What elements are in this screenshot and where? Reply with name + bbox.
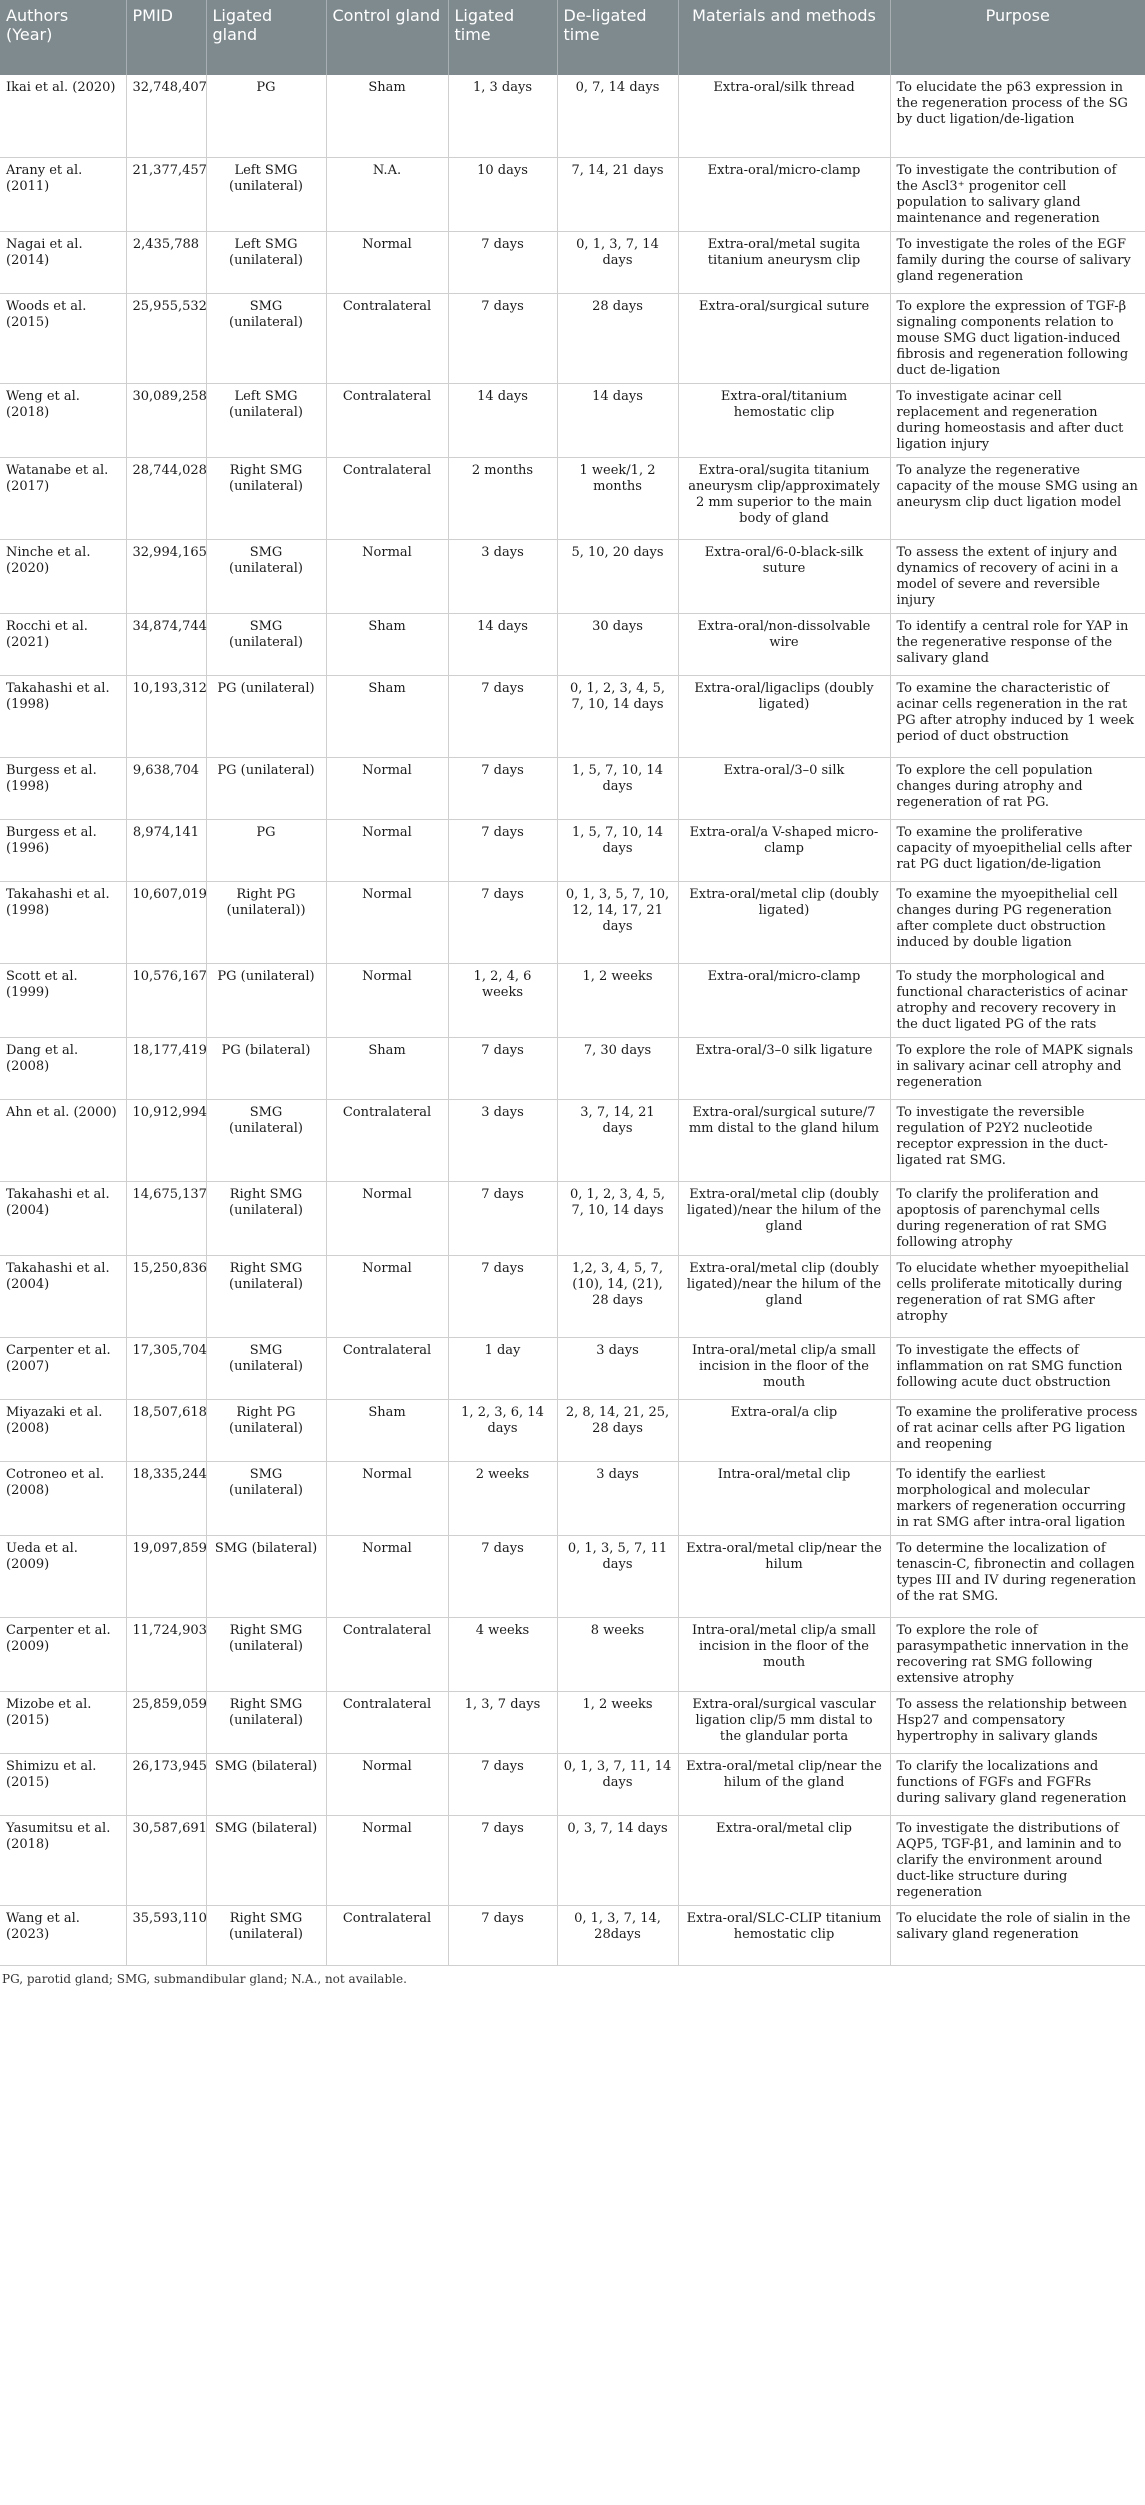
cell-materials-methods: Extra-oral/non-dissolvable wire	[678, 613, 890, 675]
cell-pmid: 25,859,059	[126, 1691, 206, 1753]
cell-materials-methods: Extra-oral/a clip	[678, 1399, 890, 1461]
cell-purpose: To analyze the regenerative capacity of the mouse SMG using an aneurysm clip duct ligation model	[890, 457, 1145, 539]
cell-control-gland: Normal	[326, 231, 448, 293]
cell-control-gland: Sham	[326, 613, 448, 675]
cell-control-gland: Normal	[326, 539, 448, 613]
cell-ligated-gland: Left SMG (unilateral)	[206, 157, 326, 231]
table-row	[0, 457, 1145, 539]
cell-control-gland: Normal	[326, 1753, 448, 1815]
table-row	[0, 157, 1145, 231]
cell-materials-methods: Extra-oral/metal sugita titanium aneurysm clip	[678, 231, 890, 293]
cell-deligated-time: 0, 1, 3, 7, 14 days	[557, 231, 678, 293]
cell-control-gland: N.A.	[326, 157, 448, 231]
cell-control-gland: Contralateral	[326, 457, 448, 539]
cell-pmid: 17,305,704	[126, 1337, 206, 1399]
cell-purpose: To study the morphological and functional characteristics of acinar atrophy and recovery recovery in the duct ligated PG of the rats	[890, 963, 1145, 1037]
cell-ligated-time: 7 days	[448, 1815, 557, 1905]
cell-ligated-gland: Right PG (unilateral)	[206, 1399, 326, 1461]
cell-control-gland: Contralateral	[326, 1617, 448, 1691]
cell-deligated-time: 1, 5, 7, 10, 14 days	[557, 819, 678, 881]
cell-deligated-time: 2, 8, 14, 21, 25, 28 days	[557, 1399, 678, 1461]
cell-pmid: 35,593,110	[126, 1905, 206, 1965]
cell-materials-methods: Extra-oral/a V-shaped micro-clamp	[678, 819, 890, 881]
cell-materials-methods: Extra-oral/metal clip/near the hilum of the gland	[678, 1753, 890, 1815]
cell-authors: Scott et al. (1999)	[0, 963, 126, 1037]
cell-control-gland: Normal	[326, 1181, 448, 1255]
cell-materials-methods: Extra-oral/surgical suture	[678, 293, 890, 383]
cell-authors: Watanabe et al. (2017)	[0, 457, 126, 539]
cell-ligated-gland: SMG (unilateral)	[206, 1099, 326, 1181]
cell-deligated-time: 0, 1, 2, 3, 4, 5, 7, 10, 14 days	[557, 675, 678, 757]
cell-ligated-time: 7 days	[448, 881, 557, 963]
cell-pmid: 14,675,137	[126, 1181, 206, 1255]
cell-deligated-time: 3 days	[557, 1461, 678, 1535]
cell-ligated-gland: SMG (bilateral)	[206, 1815, 326, 1905]
cell-authors: Ikai et al. (2020)	[0, 75, 126, 157]
cell-ligated-gland: PG	[206, 75, 326, 157]
table-row	[0, 293, 1145, 383]
cell-deligated-time: 8 weeks	[557, 1617, 678, 1691]
cell-deligated-time: 3 days	[557, 1337, 678, 1399]
cell-deligated-time: 0, 7, 14 days	[557, 75, 678, 157]
header-deligated-time: De-ligated time	[557, 0, 678, 75]
cell-purpose: To assess the relationship between Hsp27 and compensatory hypertrophy in salivary glands	[890, 1691, 1145, 1753]
cell-deligated-time: 28 days	[557, 293, 678, 383]
cell-pmid: 32,994,165	[126, 539, 206, 613]
cell-ligated-time: 1, 2, 3, 6, 14 days	[448, 1399, 557, 1461]
cell-purpose: To examine the characteristic of acinar cells regeneration in the rat PG after atrophy induced by 1 week period of duct obstruction	[890, 675, 1145, 757]
cell-ligated-time: 1, 3, 7 days	[448, 1691, 557, 1753]
cell-ligated-time: 7 days	[448, 293, 557, 383]
cell-ligated-time: 1, 2, 4, 6 weeks	[448, 963, 557, 1037]
cell-ligated-gland: SMG (unilateral)	[206, 1461, 326, 1535]
cell-authors: Nagai et al. (2014)	[0, 231, 126, 293]
cell-materials-methods: Extra-oral/silk thread	[678, 75, 890, 157]
table-row	[0, 1691, 1145, 1753]
cell-deligated-time: 0, 1, 3, 7, 11, 14 days	[557, 1753, 678, 1815]
cell-authors: Takahashi et al. (2004)	[0, 1181, 126, 1255]
cell-purpose: To explore the expression of TGF-β signaling components relation to mouse SMG duct ligation-induced fibrosis and regeneration following duct de-ligation	[890, 293, 1145, 383]
table-row	[0, 539, 1145, 613]
cell-control-gland: Normal	[326, 881, 448, 963]
table-row	[0, 881, 1145, 963]
cell-pmid: 2,435,788	[126, 231, 206, 293]
cell-pmid: 18,507,618	[126, 1399, 206, 1461]
cell-ligated-time: 2 months	[448, 457, 557, 539]
cell-purpose: To identify a central role for YAP in the regenerative response of the salivary gland	[890, 613, 1145, 675]
cell-control-gland: Contralateral	[326, 1099, 448, 1181]
table-row	[0, 1535, 1145, 1617]
cell-purpose: To investigate the effects of inflammation on rat SMG function following acute duct obstruction	[890, 1337, 1145, 1399]
cell-materials-methods: Extra-oral/3–0 silk	[678, 757, 890, 819]
cell-pmid: 15,250,836	[126, 1255, 206, 1337]
cell-materials-methods: Intra-oral/metal clip	[678, 1461, 890, 1535]
cell-materials-methods: Extra-oral/ligaclips (doubly ligated)	[678, 675, 890, 757]
cell-control-gland: Contralateral	[326, 1905, 448, 1965]
cell-purpose: To investigate the roles of the EGF family during the course of salivary gland regeneration	[890, 231, 1145, 293]
cell-pmid: 8,974,141	[126, 819, 206, 881]
header-control-gland: Control gland	[326, 0, 448, 75]
table-row	[0, 1753, 1145, 1815]
table-row	[0, 1037, 1145, 1099]
header-ligated-gland: Ligated gland	[206, 0, 326, 75]
cell-ligated-gland: Left SMG (unilateral)	[206, 231, 326, 293]
cell-deligated-time: 0, 3, 7, 14 days	[557, 1815, 678, 1905]
cell-control-gland: Normal	[326, 1535, 448, 1617]
cell-authors: Wang et al. (2023)	[0, 1905, 126, 1965]
cell-authors: Woods et al. (2015)	[0, 293, 126, 383]
cell-authors: Miyazaki et al. (2008)	[0, 1399, 126, 1461]
cell-pmid: 34,874,744	[126, 613, 206, 675]
cell-pmid: 19,097,859	[126, 1535, 206, 1617]
cell-authors: Weng et al. (2018)	[0, 383, 126, 457]
cell-pmid: 28,744,028	[126, 457, 206, 539]
cell-ligated-time: 7 days	[448, 757, 557, 819]
cell-authors: Ueda et al. (2009)	[0, 1535, 126, 1617]
cell-purpose: To explore the cell population changes during atrophy and regeneration of rat PG.	[890, 757, 1145, 819]
cell-purpose: To identify the earliest morphological and molecular markers of regeneration occurring in rat SMG after intra-oral ligation	[890, 1461, 1145, 1535]
cell-pmid: 11,724,903	[126, 1617, 206, 1691]
cell-ligated-time: 7 days	[448, 231, 557, 293]
cell-ligated-time: 2 weeks	[448, 1461, 557, 1535]
cell-purpose: To elucidate whether myoepithelial cells proliferate mitotically during regeneration of rat SMG after atrophy	[890, 1255, 1145, 1337]
table-row	[0, 1905, 1145, 1965]
cell-authors: Yasumitsu et al. (2018)	[0, 1815, 126, 1905]
cell-authors: Rocchi et al. (2021)	[0, 613, 126, 675]
cell-ligated-gland: PG (unilateral)	[206, 675, 326, 757]
table-row	[0, 1181, 1145, 1255]
cell-deligated-time: 7, 30 days	[557, 1037, 678, 1099]
header-materials-methods: Materials and methods	[678, 0, 890, 75]
cell-deligated-time: 14 days	[557, 383, 678, 457]
table-row	[0, 1255, 1145, 1337]
cell-authors: Burgess et al. (1998)	[0, 757, 126, 819]
table-row	[0, 675, 1145, 757]
cell-authors: Carpenter et al. (2007)	[0, 1337, 126, 1399]
cell-pmid: 32,748,407	[126, 75, 206, 157]
cell-ligated-time: 7 days	[448, 1181, 557, 1255]
table-row	[0, 1617, 1145, 1691]
cell-control-gland: Contralateral	[326, 293, 448, 383]
cell-purpose: To elucidate the p63 expression in the regeneration process of the SG by duct ligation/de-ligation	[890, 75, 1145, 157]
header-ligated-time: Ligated time	[448, 0, 557, 75]
table-footnote: PG, parotid gland; SMG, submandibular gland; N.A., not available.	[2, 1971, 407, 1986]
header-authors: Authors (Year)	[0, 0, 126, 75]
cell-purpose: To investigate acinar cell replacement and regeneration during homeostasis and after duct ligation injury	[890, 383, 1145, 457]
cell-materials-methods: Extra-oral/micro-clamp	[678, 157, 890, 231]
cell-pmid: 30,089,258	[126, 383, 206, 457]
cell-materials-methods: Extra-oral/6-0-black-silk suture	[678, 539, 890, 613]
cell-control-gland: Normal	[326, 757, 448, 819]
cell-ligated-time: 14 days	[448, 613, 557, 675]
cell-pmid: 25,955,532	[126, 293, 206, 383]
cell-deligated-time: 5, 10, 20 days	[557, 539, 678, 613]
cell-pmid: 9,638,704	[126, 757, 206, 819]
cell-control-gland: Normal	[326, 1461, 448, 1535]
table-row	[0, 1337, 1145, 1399]
cell-control-gland: Contralateral	[326, 1337, 448, 1399]
cell-authors: Carpenter et al. (2009)	[0, 1617, 126, 1691]
cell-pmid: 10,607,019	[126, 881, 206, 963]
cell-ligated-gland: Right SMG (unilateral)	[206, 1181, 326, 1255]
table-row	[0, 613, 1145, 675]
cell-control-gland: Sham	[326, 75, 448, 157]
cell-purpose: To explore the role of parasympathetic innervation in the recovering rat SMG following extensive atrophy	[890, 1617, 1145, 1691]
cell-ligated-gland: Right SMG (unilateral)	[206, 1617, 326, 1691]
table-row	[0, 757, 1145, 819]
cell-pmid: 18,335,244	[126, 1461, 206, 1535]
cell-authors: Dang et al. (2008)	[0, 1037, 126, 1099]
cell-materials-methods: Intra-oral/metal clip/a small incision in the floor of the mouth	[678, 1337, 890, 1399]
cell-materials-methods: Extra-oral/titanium hemostatic clip	[678, 383, 890, 457]
cell-deligated-time: 30 days	[557, 613, 678, 675]
cell-ligated-time: 7 days	[448, 819, 557, 881]
cell-deligated-time: 1, 5, 7, 10, 14 days	[557, 757, 678, 819]
cell-purpose: To investigate the distributions of AQP5, TGF-β1, and laminin and to clarify the environment around duct-like structure during regeneration	[890, 1815, 1145, 1905]
cell-authors: Arany et al. (2011)	[0, 157, 126, 231]
cell-purpose: To assess the extent of injury and dynamics of recovery of acini in a model of severe and reversible injury	[890, 539, 1145, 613]
cell-control-gland: Normal	[326, 1255, 448, 1337]
cell-deligated-time: 0, 1, 2, 3, 4, 5, 7, 10, 14 days	[557, 1181, 678, 1255]
cell-deligated-time: 0, 1, 3, 5, 7, 10, 12, 14, 17, 21 days	[557, 881, 678, 963]
cell-ligated-time: 3 days	[448, 539, 557, 613]
cell-purpose: To examine the proliferative capacity of myoepithelial cells after rat PG duct ligation/de-ligation	[890, 819, 1145, 881]
cell-deligated-time: 7, 14, 21 days	[557, 157, 678, 231]
table-row	[0, 1815, 1145, 1905]
cell-control-gland: Normal	[326, 1815, 448, 1905]
cell-ligated-gland: SMG (bilateral)	[206, 1753, 326, 1815]
cell-materials-methods: Extra-oral/sugita titanium aneurysm clip/approximately 2 mm superior to the main body of gland	[678, 457, 890, 539]
cell-ligated-gland: Right SMG (unilateral)	[206, 457, 326, 539]
cell-control-gland: Sham	[326, 1399, 448, 1461]
cell-ligated-gland: Left SMG (unilateral)	[206, 383, 326, 457]
cell-ligated-time: 1 day	[448, 1337, 557, 1399]
cell-materials-methods: Extra-oral/metal clip (doubly ligated)/near the hilum of the gland	[678, 1255, 890, 1337]
cell-ligated-gland: SMG (unilateral)	[206, 293, 326, 383]
cell-ligated-time: 7 days	[448, 1037, 557, 1099]
cell-authors: Cotroneo et al. (2008)	[0, 1461, 126, 1535]
cell-ligated-gland: PG (unilateral)	[206, 963, 326, 1037]
cell-materials-methods: Extra-oral/metal clip (doubly ligated)	[678, 881, 890, 963]
cell-authors: Takahashi et al. (2004)	[0, 1255, 126, 1337]
cell-ligated-time: 7 days	[448, 675, 557, 757]
header-pmid: PMID	[126, 0, 206, 75]
cell-control-gland: Sham	[326, 675, 448, 757]
cell-materials-methods: Extra-oral/metal clip	[678, 1815, 890, 1905]
cell-ligated-time: 14 days	[448, 383, 557, 457]
cell-authors: Takahashi et al. (1998)	[0, 881, 126, 963]
cell-purpose: To determine the localization of tenascin-C, fibronectin and collagen types III and IV during regeneration of the rat SMG.	[890, 1535, 1145, 1617]
cell-ligated-gland: PG	[206, 819, 326, 881]
cell-pmid: 21,377,457	[126, 157, 206, 231]
cell-materials-methods: Extra-oral/micro-clamp	[678, 963, 890, 1037]
cell-control-gland: Contralateral	[326, 383, 448, 457]
table-row	[0, 819, 1145, 881]
cell-materials-methods: Extra-oral/metal clip/near the hilum	[678, 1535, 890, 1617]
cell-ligated-gland: Right SMG (unilateral)	[206, 1691, 326, 1753]
cell-ligated-gland: Right PG (unilateral))	[206, 881, 326, 963]
cell-deligated-time: 1,2, 3, 4, 5, 7, (10), 14, (21), 28 days	[557, 1255, 678, 1337]
table-row	[0, 1461, 1145, 1535]
cell-authors: Burgess et al. (1996)	[0, 819, 126, 881]
cell-deligated-time: 0, 1, 3, 5, 7, 11 days	[557, 1535, 678, 1617]
cell-purpose: To examine the myoepithelial cell changes during PG regeneration after complete duct obstruction induced by double ligation	[890, 881, 1145, 963]
cell-pmid: 26,173,945	[126, 1753, 206, 1815]
cell-pmid: 10,912,994	[126, 1099, 206, 1181]
cell-materials-methods: Extra-oral/SLC-CLIP titanium hemostatic clip	[678, 1905, 890, 1965]
cell-purpose: To explore the role of MAPK signals in salivary acinar cell atrophy and regeneration	[890, 1037, 1145, 1099]
cell-deligated-time: 1, 2 weeks	[557, 963, 678, 1037]
cell-deligated-time: 1, 2 weeks	[557, 1691, 678, 1753]
cell-ligated-gland: Right SMG (unilateral)	[206, 1255, 326, 1337]
header-row	[0, 0, 1145, 75]
cell-ligated-gland: SMG (unilateral)	[206, 539, 326, 613]
cell-ligated-gland: PG (unilateral)	[206, 757, 326, 819]
table-row	[0, 1399, 1145, 1461]
cell-ligated-gland: SMG (unilateral)	[206, 1337, 326, 1399]
cell-control-gland: Normal	[326, 963, 448, 1037]
cell-purpose: To investigate the contribution of the Ascl3⁺ progenitor cell population to salivary gland maintenance and regeneration	[890, 157, 1145, 231]
cell-deligated-time: 1 week/1, 2 months	[557, 457, 678, 539]
cell-control-gland: Sham	[326, 1037, 448, 1099]
cell-control-gland: Contralateral	[326, 1691, 448, 1753]
cell-deligated-time: 0, 1, 3, 7, 14, 28days	[557, 1905, 678, 1965]
cell-ligated-time: 7 days	[448, 1753, 557, 1815]
cell-authors: Takahashi et al. (1998)	[0, 675, 126, 757]
cell-pmid: 30,587,691	[126, 1815, 206, 1905]
cell-ligated-time: 1, 3 days	[448, 75, 557, 157]
cell-purpose: To elucidate the role of sialin in the salivary gland regeneration	[890, 1905, 1145, 1965]
cell-ligated-time: 7 days	[448, 1535, 557, 1617]
table-row	[0, 231, 1145, 293]
cell-authors: Mizobe et al. (2015)	[0, 1691, 126, 1753]
cell-ligated-time: 7 days	[448, 1255, 557, 1337]
table-row	[0, 383, 1145, 457]
cell-ligated-gland: SMG (unilateral)	[206, 613, 326, 675]
cell-purpose: To investigate the reversible regulation of P2Y2 nucleotide receptor expression in the duct-ligated rat SMG.	[890, 1099, 1145, 1181]
table-header	[0, 0, 1145, 75]
cell-pmid: 18,177,419	[126, 1037, 206, 1099]
cell-deligated-time: 3, 7, 14, 21 days	[557, 1099, 678, 1181]
cell-materials-methods: Extra-oral/3–0 silk ligature	[678, 1037, 890, 1099]
header-purpose: Purpose	[890, 0, 1145, 75]
cell-pmid: 10,193,312	[126, 675, 206, 757]
cell-ligated-gland: SMG (bilateral)	[206, 1535, 326, 1617]
cell-purpose: To clarify the proliferation and apoptosis of parenchymal cells during regeneration of rat SMG following atrophy	[890, 1181, 1145, 1255]
table-body	[0, 75, 1145, 1965]
cell-materials-methods: Intra-oral/metal clip/a small incision in the floor of the mouth	[678, 1617, 890, 1691]
cell-purpose: To clarify the localizations and functions of FGFs and FGFRs during salivary gland regeneration	[890, 1753, 1145, 1815]
cell-materials-methods: Extra-oral/surgical vascular ligation clip/5 mm distal to the glandular porta	[678, 1691, 890, 1753]
cell-ligated-time: 3 days	[448, 1099, 557, 1181]
cell-ligated-time: 10 days	[448, 157, 557, 231]
cell-pmid: 10,576,167	[126, 963, 206, 1037]
cell-authors: Ninche et al. (2020)	[0, 539, 126, 613]
cell-purpose: To examine the proliferative process of rat acinar cells after PG ligation and reopening	[890, 1399, 1145, 1461]
cell-authors: Shimizu et al. (2015)	[0, 1753, 126, 1815]
cell-ligated-gland: PG (bilateral)	[206, 1037, 326, 1099]
cell-ligated-time: 4 weeks	[448, 1617, 557, 1691]
cell-materials-methods: Extra-oral/metal clip (doubly ligated)/near the hilum of the gland	[678, 1181, 890, 1255]
cell-control-gland: Normal	[326, 819, 448, 881]
table-row	[0, 963, 1145, 1037]
cell-ligated-gland: Right SMG (unilateral)	[206, 1905, 326, 1965]
cell-ligated-time: 7 days	[448, 1905, 557, 1965]
cell-authors: Ahn et al. (2000)	[0, 1099, 126, 1181]
table-row	[0, 75, 1145, 157]
cell-materials-methods: Extra-oral/surgical suture/7 mm distal to the gland hilum	[678, 1099, 890, 1181]
table-row	[0, 1099, 1145, 1181]
